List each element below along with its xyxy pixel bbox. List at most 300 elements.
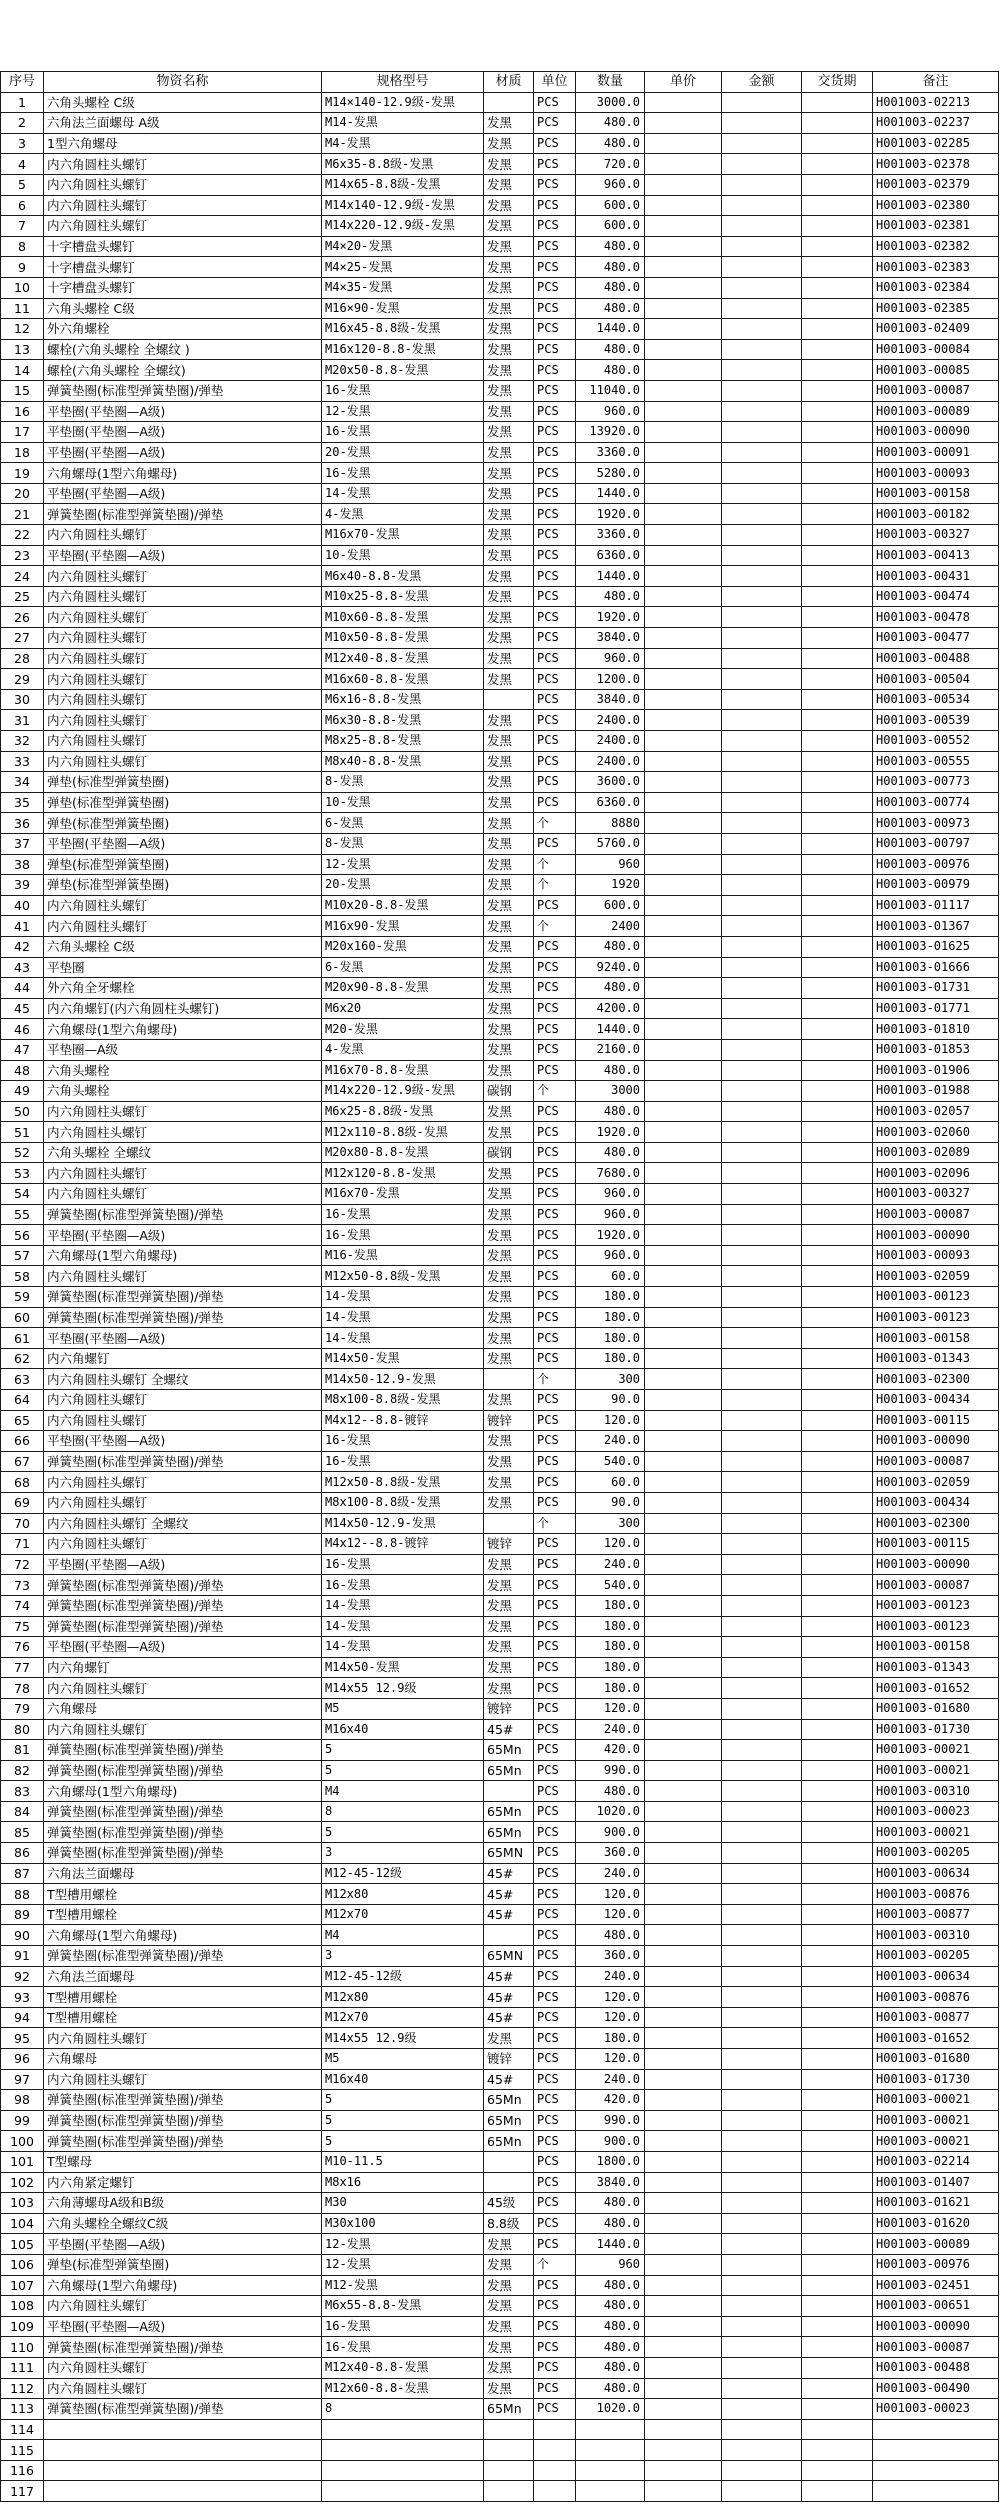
cell-unit[interactable]: PCS	[534, 113, 576, 134]
cell-remarks[interactable]: H001003-00876	[873, 1884, 999, 1905]
cell-quantity[interactable]: 3360.0	[576, 442, 645, 463]
cell-seq[interactable]: 73	[1, 1575, 44, 1596]
cell-amount[interactable]	[722, 628, 802, 649]
cell-delivery-date[interactable]	[802, 1225, 873, 1246]
cell-material[interactable]: 65Mn	[484, 1740, 534, 1761]
cell-spec-model[interactable]: 4-发黑	[322, 1039, 484, 1060]
cell-material-name[interactable]: 内六角圆柱头螺钉	[44, 731, 322, 752]
cell-unit[interactable]: PCS	[534, 360, 576, 381]
cell-unit-price[interactable]	[645, 2378, 722, 2399]
cell-amount[interactable]	[722, 2151, 802, 2172]
cell-amount[interactable]	[722, 1348, 802, 1369]
cell-unit[interactable]: PCS	[534, 689, 576, 710]
cell-material[interactable]: 发黑	[484, 1616, 534, 1637]
cell-delivery-date[interactable]	[802, 2440, 873, 2461]
cell-remarks[interactable]: H001003-02384	[873, 277, 999, 298]
cell-material-name[interactable]: 六角头螺栓 C级	[44, 936, 322, 957]
cell-spec-model[interactable]: 12-发黑	[322, 2234, 484, 2255]
cell-quantity[interactable]: 480.0	[576, 2316, 645, 2337]
cell-spec-model[interactable]: M16x90-发黑	[322, 916, 484, 937]
cell-material[interactable]: 65Mn	[484, 1822, 534, 1843]
cell-remarks[interactable]	[873, 2440, 999, 2461]
cell-amount[interactable]	[722, 2254, 802, 2275]
cell-material-name[interactable]: 六角头螺栓	[44, 1060, 322, 1081]
cell-unit-price[interactable]	[645, 1657, 722, 1678]
cell-remarks[interactable]: H001003-02300	[873, 1513, 999, 1534]
cell-quantity[interactable]: 180.0	[576, 1616, 645, 1637]
cell-unit[interactable]: PCS	[534, 2131, 576, 2152]
cell-quantity[interactable]: 3840.0	[576, 689, 645, 710]
cell-material[interactable]: 发黑	[484, 2234, 534, 2255]
cell-material-name[interactable]: 内六角圆柱头螺钉	[44, 1390, 322, 1411]
header-delivery-date[interactable]: 交货期	[802, 72, 873, 93]
cell-spec-model[interactable]: M20x90-8.8-发黑	[322, 978, 484, 999]
cell-material[interactable]: 65Mn	[484, 2110, 534, 2131]
cell-material-name[interactable]: 外六角螺栓	[44, 319, 322, 340]
cell-quantity[interactable]: 480.0	[576, 2378, 645, 2399]
cell-remarks[interactable]: H001003-02383	[873, 257, 999, 278]
cell-unit-price[interactable]	[645, 957, 722, 978]
cell-material-name[interactable]: 六角头螺栓 C级	[44, 298, 322, 319]
cell-delivery-date[interactable]	[802, 2481, 873, 2502]
cell-remarks[interactable]: H001003-00552	[873, 731, 999, 752]
cell-unit-price[interactable]	[645, 380, 722, 401]
cell-delivery-date[interactable]	[802, 1060, 873, 1081]
cell-delivery-date[interactable]	[802, 833, 873, 854]
cell-seq[interactable]: 59	[1, 1287, 44, 1308]
cell-amount[interactable]	[722, 195, 802, 216]
cell-unit-price[interactable]	[645, 731, 722, 752]
cell-quantity[interactable]: 480.0	[576, 2193, 645, 2214]
cell-seq[interactable]: 42	[1, 936, 44, 957]
cell-seq[interactable]: 105	[1, 2234, 44, 2255]
cell-spec-model[interactable]: 16-发黑	[322, 2337, 484, 2358]
cell-material[interactable]: 发黑	[484, 463, 534, 484]
cell-amount[interactable]	[722, 2193, 802, 2214]
cell-spec-model[interactable]: M16x40	[322, 1719, 484, 1740]
cell-unit-price[interactable]	[645, 1719, 722, 1740]
cell-delivery-date[interactable]	[802, 566, 873, 587]
cell-amount[interactable]	[722, 1534, 802, 1555]
cell-remarks[interactable]: H001003-00488	[873, 2357, 999, 2378]
cell-spec-model[interactable]: M30	[322, 2193, 484, 2214]
cell-unit[interactable]: PCS	[534, 2090, 576, 2111]
cell-delivery-date[interactable]	[802, 1678, 873, 1699]
cell-material[interactable]	[484, 2460, 534, 2481]
cell-spec-model[interactable]: 8-发黑	[322, 772, 484, 793]
cell-material-name[interactable]: 内六角圆柱头螺钉	[44, 174, 322, 195]
cell-material-name[interactable]: 十字槽盘头螺钉	[44, 277, 322, 298]
cell-amount[interactable]	[722, 957, 802, 978]
cell-material[interactable]: 发黑	[484, 298, 534, 319]
cell-unit[interactable]: PCS	[534, 2028, 576, 2049]
cell-seq[interactable]: 62	[1, 1348, 44, 1369]
cell-remarks[interactable]: H001003-00115	[873, 1534, 999, 1555]
cell-material[interactable]: 发黑	[484, 1554, 534, 1575]
cell-quantity[interactable]: 480.0	[576, 2296, 645, 2317]
cell-delivery-date[interactable]	[802, 1328, 873, 1349]
cell-delivery-date[interactable]	[802, 854, 873, 875]
cell-amount[interactable]	[722, 1204, 802, 1225]
cell-material[interactable]: 发黑	[484, 1451, 534, 1472]
cell-seq[interactable]: 115	[1, 2440, 44, 2461]
cell-amount[interactable]	[722, 813, 802, 834]
cell-delivery-date[interactable]	[802, 710, 873, 731]
cell-remarks[interactable]: H001003-00021	[873, 1760, 999, 1781]
cell-remarks[interactable]: H001003-02213	[873, 92, 999, 113]
cell-material-name[interactable]: 内六角圆柱头螺钉	[44, 195, 322, 216]
cell-unit[interactable]: PCS	[534, 1657, 576, 1678]
cell-quantity[interactable]: 180.0	[576, 1595, 645, 1616]
cell-quantity[interactable]: 720.0	[576, 154, 645, 175]
cell-seq[interactable]: 68	[1, 1472, 44, 1493]
cell-unit-price[interactable]	[645, 2337, 722, 2358]
cell-delivery-date[interactable]	[802, 1410, 873, 1431]
cell-delivery-date[interactable]	[802, 463, 873, 484]
cell-material[interactable]: 发黑	[484, 1039, 534, 1060]
cell-spec-model[interactable]: M6x20	[322, 998, 484, 1019]
cell-quantity[interactable]: 3840.0	[576, 2172, 645, 2193]
cell-seq[interactable]: 64	[1, 1390, 44, 1411]
cell-material-name[interactable]: 六角头螺栓 C级	[44, 92, 322, 113]
cell-material-name[interactable]: 六角头螺栓	[44, 1081, 322, 1102]
cell-remarks[interactable]	[873, 2460, 999, 2481]
cell-remarks[interactable]: H001003-02089	[873, 1142, 999, 1163]
cell-material[interactable]: 65Mn	[484, 2399, 534, 2420]
cell-unit-price[interactable]	[645, 669, 722, 690]
cell-spec-model[interactable]: M20x160-发黑	[322, 936, 484, 957]
cell-amount[interactable]	[722, 401, 802, 422]
cell-material[interactable]: 发黑	[484, 545, 534, 566]
cell-material-name[interactable]: 内六角圆柱头螺钉	[44, 1410, 322, 1431]
cell-amount[interactable]	[722, 92, 802, 113]
cell-seq[interactable]: 77	[1, 1657, 44, 1678]
cell-unit-price[interactable]	[645, 1637, 722, 1658]
cell-unit[interactable]: PCS	[534, 2049, 576, 2070]
cell-unit-price[interactable]	[645, 792, 722, 813]
cell-unit[interactable]	[534, 2460, 576, 2481]
cell-unit[interactable]: PCS	[534, 1019, 576, 1040]
cell-seq[interactable]: 48	[1, 1060, 44, 1081]
cell-amount[interactable]	[722, 1431, 802, 1452]
cell-unit[interactable]: 个	[534, 916, 576, 937]
cell-material-name[interactable]: 弹簧垫圈(标准型弹簧垫圈)/弹垫	[44, 1822, 322, 1843]
cell-remarks[interactable]: H001003-00797	[873, 833, 999, 854]
cell-seq[interactable]: 44	[1, 978, 44, 999]
cell-remarks[interactable]: H001003-00504	[873, 669, 999, 690]
cell-seq[interactable]: 50	[1, 1101, 44, 1122]
cell-spec-model[interactable]: 16-发黑	[322, 1204, 484, 1225]
cell-material[interactable]: 65Mn	[484, 2090, 534, 2111]
cell-seq[interactable]: 31	[1, 710, 44, 731]
cell-seq[interactable]: 27	[1, 628, 44, 649]
cell-amount[interactable]	[722, 422, 802, 443]
cell-remarks[interactable]: H001003-02385	[873, 298, 999, 319]
cell-material-name[interactable]: 平垫圈(平垫圈—A级)	[44, 401, 322, 422]
cell-delivery-date[interactable]	[802, 1575, 873, 1596]
cell-unit-price[interactable]	[645, 2296, 722, 2317]
cell-unit-price[interactable]	[645, 1225, 722, 1246]
cell-spec-model[interactable]: 5	[322, 2090, 484, 2111]
cell-unit-price[interactable]	[645, 1575, 722, 1596]
cell-spec-model[interactable]: 16-发黑	[322, 1451, 484, 1472]
cell-spec-model[interactable]: 14-发黑	[322, 1307, 484, 1328]
cell-spec-model[interactable]: M12-发黑	[322, 2275, 484, 2296]
cell-material[interactable]: 发黑	[484, 2337, 534, 2358]
cell-unit[interactable]: PCS	[534, 1637, 576, 1658]
cell-unit[interactable]: 个	[534, 1369, 576, 1390]
cell-amount[interactable]	[722, 442, 802, 463]
cell-unit-price[interactable]	[645, 1266, 722, 1287]
cell-delivery-date[interactable]	[802, 2090, 873, 2111]
cell-spec-model[interactable]: 12-发黑	[322, 401, 484, 422]
cell-material-name[interactable]: 内六角螺钉(内六角圆柱头螺钉)	[44, 998, 322, 1019]
cell-material-name[interactable]: 弹簧垫圈(标准型弹簧垫圈)/弹垫	[44, 1946, 322, 1967]
cell-material-name[interactable]: 内六角圆柱头螺钉	[44, 1534, 322, 1555]
header-unit[interactable]: 单位	[534, 72, 576, 93]
cell-unit[interactable]: PCS	[534, 1142, 576, 1163]
cell-unit[interactable]: PCS	[534, 2193, 576, 2214]
cell-delivery-date[interactable]	[802, 1081, 873, 1102]
cell-material-name[interactable]: 弹簧垫圈(标准型弹簧垫圈)/弹垫	[44, 1451, 322, 1472]
cell-material-name[interactable]	[44, 2419, 322, 2440]
cell-spec-model[interactable]: 20-发黑	[322, 442, 484, 463]
cell-delivery-date[interactable]	[802, 2460, 873, 2481]
header-quantity[interactable]: 数量	[576, 72, 645, 93]
cell-spec-model[interactable]: 16-发黑	[322, 422, 484, 443]
cell-remarks[interactable]: H001003-00877	[873, 2007, 999, 2028]
cell-amount[interactable]	[722, 154, 802, 175]
cell-amount[interactable]	[722, 2419, 802, 2440]
cell-amount[interactable]	[722, 2090, 802, 2111]
cell-seq[interactable]: 17	[1, 422, 44, 443]
cell-delivery-date[interactable]	[802, 442, 873, 463]
cell-remarks[interactable]: H001003-01988	[873, 1081, 999, 1102]
cell-delivery-date[interactable]	[802, 2049, 873, 2070]
cell-unit-price[interactable]	[645, 216, 722, 237]
cell-delivery-date[interactable]	[802, 1451, 873, 1472]
cell-quantity[interactable]: 1800.0	[576, 2151, 645, 2172]
cell-seq[interactable]: 10	[1, 277, 44, 298]
cell-remarks[interactable]: H001003-01853	[873, 1039, 999, 1060]
cell-unit-price[interactable]	[645, 1616, 722, 1637]
cell-delivery-date[interactable]	[802, 607, 873, 628]
cell-quantity[interactable]: 360.0	[576, 1946, 645, 1967]
cell-amount[interactable]	[722, 133, 802, 154]
cell-remarks[interactable]: H001003-00973	[873, 813, 999, 834]
cell-seq[interactable]: 16	[1, 401, 44, 422]
cell-spec-model[interactable]: M20-发黑	[322, 1019, 484, 1040]
cell-delivery-date[interactable]	[802, 1513, 873, 1534]
cell-unit-price[interactable]	[645, 1863, 722, 1884]
cell-seq[interactable]: 52	[1, 1142, 44, 1163]
cell-material-name[interactable]: 内六角螺钉	[44, 1657, 322, 1678]
cell-quantity[interactable]: 180.0	[576, 1348, 645, 1369]
cell-material[interactable]: 发黑	[484, 916, 534, 937]
cell-unit[interactable]: PCS	[534, 669, 576, 690]
cell-remarks[interactable]: H001003-00310	[873, 1925, 999, 1946]
cell-seq[interactable]: 3	[1, 133, 44, 154]
cell-unit[interactable]: PCS	[534, 2234, 576, 2255]
cell-seq[interactable]: 95	[1, 2028, 44, 2049]
cell-remarks[interactable]: H001003-00634	[873, 1863, 999, 1884]
cell-unit-price[interactable]	[645, 1163, 722, 1184]
cell-delivery-date[interactable]	[802, 998, 873, 1019]
cell-unit-price[interactable]	[645, 1595, 722, 1616]
cell-material-name[interactable]	[44, 2481, 322, 2502]
cell-quantity[interactable]: 60.0	[576, 1472, 645, 1493]
cell-amount[interactable]	[722, 2069, 802, 2090]
cell-quantity[interactable]: 1920.0	[576, 1225, 645, 1246]
cell-unit-price[interactable]	[645, 689, 722, 710]
cell-unit-price[interactable]	[645, 277, 722, 298]
cell-delivery-date[interactable]	[802, 1781, 873, 1802]
cell-material[interactable]: 镀锌	[484, 2049, 534, 2070]
cell-seq[interactable]: 21	[1, 504, 44, 525]
cell-amount[interactable]	[722, 2028, 802, 2049]
cell-delivery-date[interactable]	[802, 92, 873, 113]
cell-spec-model[interactable]: M16x60-8.8-发黑	[322, 669, 484, 690]
cell-seq[interactable]: 101	[1, 2151, 44, 2172]
cell-unit-price[interactable]	[645, 586, 722, 607]
cell-remarks[interactable]: H001003-00123	[873, 1287, 999, 1308]
cell-amount[interactable]	[722, 1266, 802, 1287]
cell-spec-model[interactable]: M16x70-8.8-发黑	[322, 1060, 484, 1081]
cell-material-name[interactable]: 弹垫(标准型弹簧垫圈)	[44, 813, 322, 834]
cell-unit[interactable]: 个	[534, 1081, 576, 1102]
cell-spec-model[interactable]: M4	[322, 1781, 484, 1802]
cell-seq[interactable]: 11	[1, 298, 44, 319]
cell-quantity[interactable]	[576, 2419, 645, 2440]
cell-quantity[interactable]: 480.0	[576, 936, 645, 957]
cell-delivery-date[interactable]	[802, 277, 873, 298]
cell-unit[interactable]: PCS	[534, 2399, 576, 2420]
cell-seq[interactable]: 79	[1, 1698, 44, 1719]
cell-remarks[interactable]: H001003-01343	[873, 1348, 999, 1369]
cell-unit[interactable]: PCS	[534, 1534, 576, 1555]
cell-spec-model[interactable]: M4x12--8.8-镀锌	[322, 1534, 484, 1555]
cell-amount[interactable]	[722, 1451, 802, 1472]
cell-unit[interactable]: PCS	[534, 566, 576, 587]
cell-delivery-date[interactable]	[802, 916, 873, 937]
cell-amount[interactable]	[722, 2110, 802, 2131]
header-seq[interactable]: 序号	[1, 72, 44, 93]
cell-material[interactable]: 发黑	[484, 1287, 534, 1308]
cell-spec-model[interactable]: M14x220-12.9级-发黑	[322, 1081, 484, 1102]
cell-remarks[interactable]: H001003-00310	[873, 1781, 999, 1802]
cell-quantity[interactable]: 180.0	[576, 1637, 645, 1658]
cell-seq[interactable]: 114	[1, 2419, 44, 2440]
cell-quantity[interactable]: 1440.0	[576, 1019, 645, 1040]
cell-spec-model[interactable]: M8x100-8.8级-发黑	[322, 1390, 484, 1411]
cell-quantity[interactable]: 2400	[576, 916, 645, 937]
cell-material[interactable]: 发黑	[484, 566, 534, 587]
cell-unit[interactable]: PCS	[534, 463, 576, 484]
cell-material-name[interactable]: 内六角圆柱头螺钉	[44, 710, 322, 731]
cell-remarks[interactable]: H001003-02382	[873, 236, 999, 257]
cell-unit[interactable]: PCS	[534, 319, 576, 340]
cell-amount[interactable]	[722, 854, 802, 875]
cell-seq[interactable]: 81	[1, 1740, 44, 1761]
cell-spec-model[interactable]: M16×90-发黑	[322, 298, 484, 319]
cell-material-name[interactable]: 平垫圈(平垫圈—A级)	[44, 1637, 322, 1658]
cell-unit[interactable]: PCS	[534, 298, 576, 319]
cell-unit[interactable]: PCS	[534, 978, 576, 999]
cell-spec-model[interactable]: M4-发黑	[322, 133, 484, 154]
cell-amount[interactable]	[722, 463, 802, 484]
cell-material-name[interactable]: 内六角圆柱头螺钉	[44, 2069, 322, 2090]
cell-remarks[interactable]: H001003-00876	[873, 1987, 999, 2008]
cell-amount[interactable]	[722, 1369, 802, 1390]
cell-delivery-date[interactable]	[802, 1987, 873, 2008]
cell-delivery-date[interactable]	[802, 195, 873, 216]
cell-spec-model[interactable]: 4-发黑	[322, 504, 484, 525]
cell-unit-price[interactable]	[645, 483, 722, 504]
cell-seq[interactable]: 69	[1, 1492, 44, 1513]
cell-unit[interactable]: PCS	[534, 1554, 576, 1575]
cell-amount[interactable]	[722, 174, 802, 195]
cell-delivery-date[interactable]	[802, 936, 873, 957]
cell-material[interactable]: 45级	[484, 2193, 534, 2214]
cell-unit-price[interactable]	[645, 339, 722, 360]
cell-unit-price[interactable]	[645, 2357, 722, 2378]
cell-remarks[interactable]: H001003-01680	[873, 1698, 999, 1719]
cell-spec-model[interactable]: 5	[322, 2131, 484, 2152]
cell-seq[interactable]: 75	[1, 1616, 44, 1637]
cell-material[interactable]: 发黑	[484, 216, 534, 237]
cell-quantity[interactable]: 240.0	[576, 1966, 645, 1987]
cell-unit[interactable]: PCS	[534, 174, 576, 195]
cell-material-name[interactable]: 螺栓(六角头螺栓 全螺纹)	[44, 360, 322, 381]
cell-quantity[interactable]: 480.0	[576, 1925, 645, 1946]
cell-spec-model[interactable]: 12-发黑	[322, 2254, 484, 2275]
cell-material-name[interactable]: 六角法兰面螺母	[44, 1863, 322, 1884]
cell-delivery-date[interactable]	[802, 751, 873, 772]
cell-material[interactable]: 45#	[484, 1904, 534, 1925]
cell-material[interactable]: 发黑	[484, 875, 534, 896]
cell-seq[interactable]: 103	[1, 2193, 44, 2214]
cell-amount[interactable]	[722, 1843, 802, 1864]
cell-material-name[interactable]: 平垫圈—A级	[44, 1039, 322, 1060]
cell-spec-model[interactable]: 5	[322, 2110, 484, 2131]
cell-delivery-date[interactable]	[802, 360, 873, 381]
cell-quantity[interactable]: 300	[576, 1513, 645, 1534]
cell-unit[interactable]: PCS	[534, 1698, 576, 1719]
cell-seq[interactable]: 55	[1, 1204, 44, 1225]
cell-remarks[interactable]: H001003-00021	[873, 2090, 999, 2111]
cell-remarks[interactable]: H001003-00090	[873, 1554, 999, 1575]
cell-unit-price[interactable]	[645, 1513, 722, 1534]
cell-remarks[interactable]: H001003-00085	[873, 360, 999, 381]
cell-material[interactable]: 镀锌	[484, 1534, 534, 1555]
cell-material[interactable]: 发黑	[484, 813, 534, 834]
cell-amount[interactable]	[722, 895, 802, 916]
cell-material[interactable]: 发黑	[484, 1122, 534, 1143]
cell-quantity[interactable]	[576, 2481, 645, 2502]
cell-material[interactable]	[484, 92, 534, 113]
cell-remarks[interactable]: H001003-00087	[873, 380, 999, 401]
cell-material-name[interactable]: 弹簧垫圈(标准型弹簧垫圈)/弹垫	[44, 1740, 322, 1761]
cell-amount[interactable]	[722, 1225, 802, 1246]
cell-material-name[interactable]: 内六角圆柱头螺钉	[44, 154, 322, 175]
cell-unit[interactable]: PCS	[534, 1575, 576, 1596]
cell-remarks[interactable]: H001003-02059	[873, 1472, 999, 1493]
cell-spec-model[interactable]: M14x220-12.9级-发黑	[322, 216, 484, 237]
cell-unit[interactable]: PCS	[534, 936, 576, 957]
cell-amount[interactable]	[722, 792, 802, 813]
cell-material-name[interactable]: 六角法兰面螺母 A级	[44, 113, 322, 134]
cell-amount[interactable]	[722, 257, 802, 278]
